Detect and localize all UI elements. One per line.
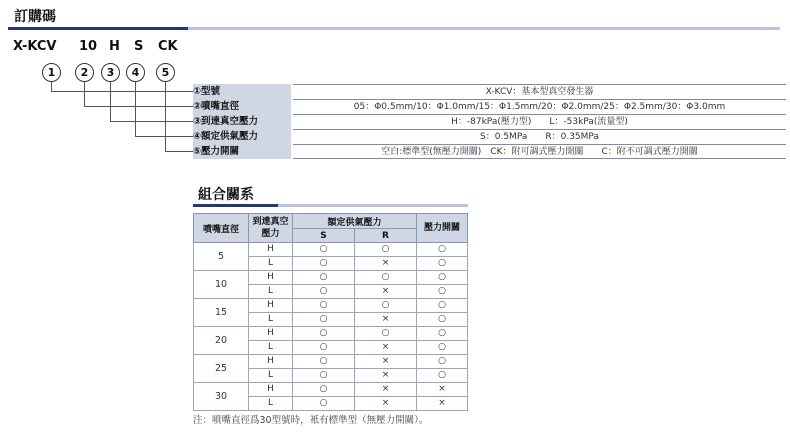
- diameter-cell: 10: [194, 271, 249, 299]
- header-supply: 額定供氣壓力: [293, 214, 417, 229]
- supply-r-cell: ×: [355, 313, 417, 327]
- footnote: 注：噴嘴直徑爲30型號時，衹有標準型（無壓力開關）。: [193, 415, 429, 426]
- diameter-cell: 30: [194, 383, 249, 411]
- table-row: [194, 271, 468, 285]
- spec-row-model: [193, 84, 786, 99]
- vacuum-cell: L: [249, 397, 293, 411]
- code-part-vacuum: H: [109, 39, 120, 54]
- circle-number-2: 2: [75, 63, 94, 82]
- supply-r-cell: ×: [355, 257, 417, 271]
- vacuum-cell: L: [249, 313, 293, 327]
- supply-r-cell: ×: [355, 397, 417, 411]
- leader-line-3: [110, 82, 111, 122]
- diameter-cell: 15: [194, 299, 249, 327]
- spec-row-supply: [193, 129, 786, 144]
- supply-s-cell: ○: [293, 271, 355, 285]
- header-supply-r: R: [355, 229, 417, 243]
- combination-table: [193, 213, 468, 411]
- vacuum-cell: H: [249, 355, 293, 369]
- combo-rule-light: [278, 204, 468, 207]
- supply-s-cell: ○: [293, 355, 355, 369]
- spec-label: ②噴嘴直徑: [193, 99, 291, 114]
- vacuum-cell: H: [249, 383, 293, 397]
- supply-r-cell: ○: [355, 271, 417, 285]
- supply-r-cell: ○: [355, 327, 417, 341]
- circle-number-4: 4: [126, 63, 145, 82]
- title-rule-light: [188, 27, 780, 30]
- header-supply-s: S: [293, 229, 355, 243]
- combo-rule-dark: [193, 204, 278, 207]
- combination-table-body: [194, 243, 468, 411]
- vacuum-cell: H: [249, 271, 293, 285]
- leader-line-5: [165, 82, 166, 152]
- leader-line-3-h: [110, 121, 193, 122]
- supply-s-cell: ○: [293, 341, 355, 355]
- supply-r-cell: ×: [355, 285, 417, 299]
- spec-value: 05：Φ0.5mm/10：Φ1.0mm/15：Φ1.5mm/20：Φ2.0mm/25：Φ2.5mm/30：Φ3.0mm: [293, 99, 786, 114]
- header-vacuum: 到達真空壓力: [249, 214, 293, 243]
- leader-line-1-h: [51, 91, 193, 92]
- switch-cell: ×: [417, 383, 468, 397]
- supply-s-cell: ○: [293, 257, 355, 271]
- switch-cell: ○: [417, 299, 468, 313]
- supply-s-cell: ○: [293, 383, 355, 397]
- circle-number-5: 5: [156, 63, 175, 82]
- spec-label: ①型號: [193, 84, 291, 99]
- spec-value: 空白:標準型(無壓力開關) CK：附可調式壓力開關 C：附不可調式壓力開關: [293, 144, 786, 159]
- spec-row-diameter: [193, 99, 786, 114]
- table-row: [194, 299, 468, 313]
- supply-s-cell: ○: [293, 369, 355, 383]
- switch-cell: ○: [417, 271, 468, 285]
- spec-label: ④額定供氣壓力: [193, 129, 291, 144]
- spec-row-switch: [193, 144, 786, 159]
- table-row: [194, 327, 468, 341]
- table-row: [194, 383, 468, 397]
- leader-line-2: [84, 82, 85, 107]
- switch-cell: ○: [417, 355, 468, 369]
- supply-r-cell: ○: [355, 299, 417, 313]
- header-switch: 壓力開關: [417, 214, 468, 243]
- code-part-diameter: 10: [79, 39, 98, 54]
- supply-r-cell: ×: [355, 355, 417, 369]
- switch-cell: ○: [417, 313, 468, 327]
- vacuum-cell: L: [249, 341, 293, 355]
- spec-row-vacuum: [193, 114, 786, 129]
- supply-s-cell: ○: [293, 397, 355, 411]
- combo-title: 組合關系: [198, 187, 254, 203]
- leader-line-4-h: [135, 136, 193, 137]
- spec-label: ③到達真空壓力: [193, 114, 291, 129]
- switch-cell: ○: [417, 285, 468, 299]
- switch-cell: ○: [417, 341, 468, 355]
- switch-cell: ○: [417, 257, 468, 271]
- switch-cell: ○: [417, 243, 468, 257]
- circle-number-1: 1: [42, 63, 61, 82]
- diameter-cell: 25: [194, 355, 249, 383]
- leader-line-4: [135, 82, 136, 137]
- switch-cell: ○: [417, 327, 468, 341]
- supply-s-cell: ○: [293, 327, 355, 341]
- spec-value: X-KCV：基本型真空發生器: [293, 84, 786, 99]
- vacuum-cell: H: [249, 299, 293, 313]
- supply-r-cell: ×: [355, 341, 417, 355]
- code-part-model: X-KCV: [13, 39, 57, 54]
- supply-r-cell: ○: [355, 243, 417, 257]
- title-rule-dark: [8, 27, 188, 30]
- supply-s-cell: ○: [293, 243, 355, 257]
- table-row: [194, 243, 468, 257]
- supply-r-cell: ×: [355, 383, 417, 397]
- header-diameter: 噴嘴直徑: [194, 214, 249, 243]
- order-code-title: 訂購碼: [14, 9, 56, 25]
- switch-cell: ○: [417, 369, 468, 383]
- vacuum-cell: H: [249, 243, 293, 257]
- circle-number-3: 3: [101, 63, 120, 82]
- supply-s-cell: ○: [293, 285, 355, 299]
- spec-value: S：0.5MPa R：0.35MPa: [293, 129, 786, 144]
- supply-r-cell: ×: [355, 369, 417, 383]
- leader-line-5-h: [165, 151, 193, 152]
- spec-label: ⑤壓力開關: [193, 144, 291, 159]
- switch-cell: ×: [417, 397, 468, 411]
- supply-s-cell: ○: [293, 299, 355, 313]
- diameter-cell: 20: [194, 327, 249, 355]
- supply-s-cell: ○: [293, 313, 355, 327]
- vacuum-cell: L: [249, 369, 293, 383]
- code-part-supply: S: [134, 39, 144, 54]
- table-row: [194, 355, 468, 369]
- vacuum-cell: L: [249, 285, 293, 299]
- spec-value: H：-87kPa(壓力型) L：-53kPa(流量型): [293, 114, 786, 129]
- vacuum-cell: L: [249, 257, 293, 271]
- vacuum-cell: H: [249, 327, 293, 341]
- diameter-cell: 5: [194, 243, 249, 271]
- code-part-switch: CK: [158, 39, 178, 54]
- leader-line-2-h: [84, 106, 193, 107]
